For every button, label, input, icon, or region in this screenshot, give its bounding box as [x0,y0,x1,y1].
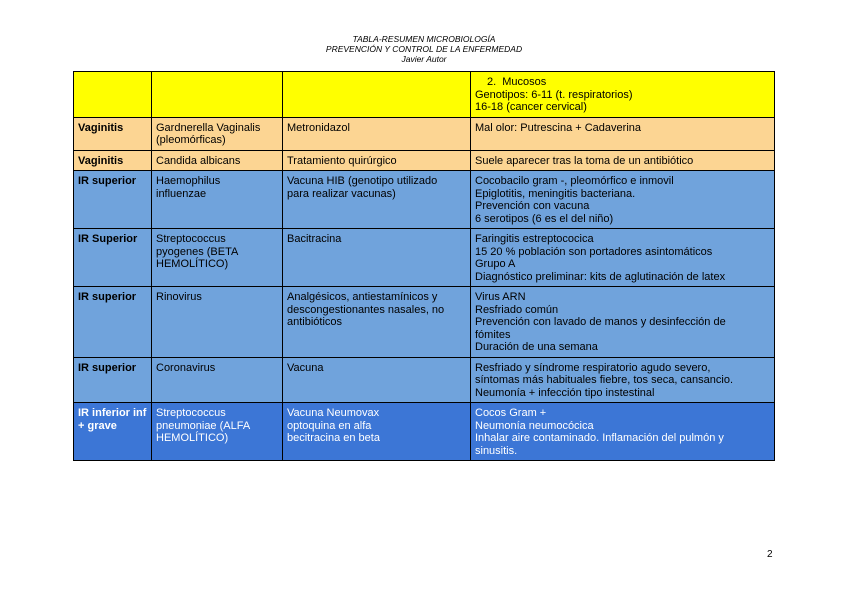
organism-line: Streptococcus [156,233,226,245]
notes-line: Prevención con vacuna [475,200,590,212]
table-row [74,357,775,403]
organism-line: Candida albicans [156,154,241,167]
treatment-line: Vacuna [287,361,324,374]
organism-line: HEMOLÍTICO) [156,432,229,444]
cell-organism [152,403,283,461]
header-subtitle: PREVENCIÓN Y CONTROL DE LA ENFERMEDAD [325,44,523,54]
cell-notes [471,72,775,118]
cell-notes [471,357,775,403]
cell-treatment [283,287,471,358]
notes-line: Resfriado y síndrome respiratorio agudo severo, [475,361,711,374]
summary-table [73,71,775,461]
cell-category [74,72,152,118]
organism-line: Haemophilus [156,175,221,187]
notes-line: Suele aparecer tras la toma de un antibiótico [475,154,694,167]
cell-organism [152,150,283,171]
treatment-line: Vacuna HIB (genotipo utilizado [287,175,438,187]
table-row [74,403,775,461]
notes-line: síntomas más habituales fiebre, tos seca, cansancio. [475,374,734,386]
cell-notes [471,229,775,287]
notes-line: Neumonía + infección tipo instestinal [475,386,655,399]
cell-treatment [283,117,471,150]
page-number: 2 [767,549,773,560]
treatment-line: Vacuna Neumovax [287,407,380,419]
organism-line: Rinovirus [156,291,202,303]
treatment-line: Analgésicos, antiestamínicos y [287,291,438,303]
genotype-line: 16-18 (cancer cervical) [475,101,587,113]
notes-line: Virus ARN [475,291,526,303]
treatment-line: descongestionantes nasales, no [287,303,445,316]
cell-treatment [283,171,471,229]
organism-line: Coronavirus [156,361,216,374]
organism-line: pyogenes (BETA [156,245,239,258]
cell-treatment [283,72,471,118]
cell-category: Vaginitis [74,150,152,171]
table-row [74,287,775,358]
notes-line: fómites [475,328,511,341]
notes-line: 15 20 % población son portadores asintomáticos [475,245,713,258]
cell-category: IR inferior inf + grave [74,403,152,461]
notes-line: Grupo A [475,258,516,270]
notes-line: 6 serotipos (6 es el del niño) [475,212,614,225]
cell-organism [152,171,283,229]
notes-line: Mal olor: Putrescina + Cadaverina [475,121,641,134]
genotype-line: Genotipos: 6-11 (t. respiratorios) [475,88,633,101]
header-title: TABLA-RESUMEN MICROBIOLOGÍA [352,34,496,44]
cell-notes [471,150,775,171]
cell-category: IR Superior [74,229,152,287]
notes-line: Cocobacilo gram -, pleomórfico e inmovil [475,175,674,187]
list-title: Mucosos [502,76,547,88]
cell-treatment [283,403,471,461]
document-header [0,34,848,64]
notes-line: Resfriado común [475,303,559,316]
treatment-line: Bacitracina [287,233,342,245]
treatment-line: Tratamiento quirúrgico [287,154,397,167]
table-row-header [74,72,775,118]
table-row [74,229,775,287]
cell-notes [471,171,775,229]
treatment-line: Metronidazol [287,121,350,134]
cell-category: IR superior [74,171,152,229]
cell-treatment [283,150,471,171]
organism-line: influenzae [156,187,207,200]
table-row [74,171,775,229]
list-number: 2. [487,76,497,88]
cell-organism [152,72,283,118]
organism-line: Streptococcus [156,407,226,419]
table-row [74,150,775,171]
cell-organism [152,229,283,287]
cell-organism [152,117,283,150]
cell-treatment [283,229,471,287]
cell-notes [471,117,775,150]
header-author: Javier Autor [401,54,447,64]
cell-category: IR superior [74,287,152,358]
notes-line: Faringitis estreptococica [475,233,594,245]
treatment-line: antibióticos [287,316,343,328]
treatment-line: becitracina en beta [287,432,380,444]
cell-organism [152,287,283,358]
notes-line: Cocos Gram + [475,407,547,419]
treatment-line: para realizar vacunas) [287,187,396,200]
cell-notes [471,287,775,358]
organism-line: pneumoniae (ALFA [156,419,251,432]
treatment-line: optoquina en alfa [287,419,372,432]
cell-category: Vaginitis [74,117,152,150]
cell-treatment [283,357,471,403]
cell-organism [152,357,283,403]
organism-line: HEMOLÍTICO) [156,258,229,270]
organism-line: (pleomórficas) [156,134,226,146]
cell-category: IR superior [74,357,152,403]
notes-line: Inhalar aire contaminado. Inflamación del pulmón y [475,432,724,444]
notes-line: Neumonía neumocócica [475,419,594,432]
table-row [74,117,775,150]
notes-line: Epiglotitis, meningitis bacteriana. [475,187,636,200]
organism-line: Gardnerella Vaginalis [156,121,261,134]
cell-notes [471,403,775,461]
notes-line: Duración de una semana [475,341,598,353]
notes-line: Diagnóstico preliminar: kits de aglutinación de latex [475,270,726,283]
notes-line: sinusitis. [475,444,518,457]
notes-line: Prevención con lavado de manos y desinfección de [475,316,726,328]
